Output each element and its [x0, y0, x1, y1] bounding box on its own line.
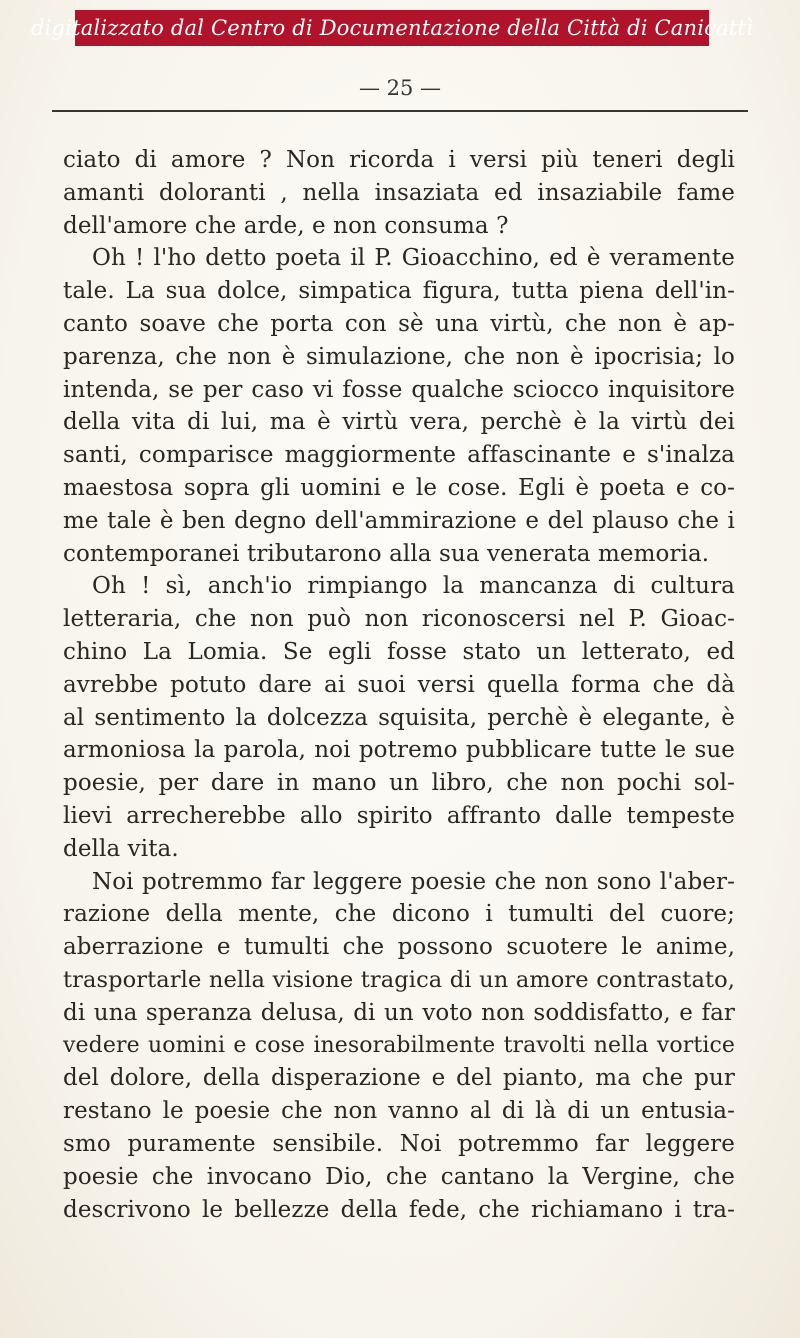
header-rule [52, 110, 748, 112]
text-line: chino La Lomia. Se egli fosse stato un letterato, ed [63, 638, 735, 665]
page-number: — 25 — [358, 76, 442, 100]
text-line: intenda, se per caso vi fosse qualche sciocco inquisitore [63, 376, 735, 403]
text-line: parenza, che non è simulazione, che non è ipocrisia; lo [63, 343, 735, 370]
text-line: Oh ! l'ho detto poeta il P. Gioacchino, ed è veramente [92, 245, 735, 272]
digitization-banner [30, 10, 754, 46]
text-line: dell'amore che arde, e non consuma ? [63, 212, 509, 239]
text-line: avrebbe potuto dare ai suoi versi quella forma che dà [63, 671, 735, 698]
text-line: del dolore, della disperazione e del pianto, ma che pur [63, 1065, 735, 1092]
text-line: letteraria, che non può non riconoscersi nel P. Gioac- [63, 606, 735, 633]
body-text [63, 144, 735, 1226]
text-line: santi, comparisce maggiormente affascinante e s'inalza [63, 442, 735, 469]
text-line: contemporanei tributarono alla sua venerata memoria. [63, 540, 710, 567]
text-line: al sentimento la dolcezza squisita, perchè è elegante, è [63, 704, 735, 731]
text-line: della vita di lui, ma è virtù vera, perchè è la virtù dei [63, 409, 735, 436]
text-line: lievi arrecherebbe allo spirito affranto dalle tempeste [63, 802, 735, 829]
text-line: me tale è ben degno dell'ammirazione e del plauso che i [63, 507, 735, 534]
text-line: vedere uomini e cose inesorabilmente travolti nella vortice [63, 1032, 735, 1058]
text-line: maestosa sopra gli uomini e le cose. Egli è poeta e co- [63, 474, 735, 501]
text-line: restano le poesie che non vanno al di là di un entusia- [63, 1098, 735, 1125]
text-line: della vita. [63, 835, 179, 862]
text-line: trasportarle nella visione tragica di un amore contrastato, [63, 966, 735, 993]
text-line: armoniosa la parola, noi potremo pubblicare tutte le sue [63, 737, 735, 764]
text-line: poesie che invocano Dio, che cantano la Vergine, che [63, 1163, 735, 1190]
text-line: ciato di amore ? Non ricorda i versi più teneri degli [63, 147, 735, 173]
text-line: aberrazione e tumulti che possono scuotere le anime, [63, 934, 735, 961]
text-line: amanti doloranti , nella insaziata ed insaziabile fame [63, 179, 735, 206]
text-line: poesie, per dare in mano un libro, che non pochi sol- [63, 770, 735, 797]
text-line: Noi potremmo far leggere poesie che non sono l'aber- [92, 868, 735, 895]
text-line: canto soave che porta con sè una virtù, che non è ap- [63, 310, 735, 337]
text-line: Oh ! sì, anch'io rimpiango la mancanza di cultura [92, 573, 735, 600]
banner-text: digitalizzato dal Centro di Documentazione della Città di Canicattì [30, 16, 754, 40]
text-line: di una speranza delusa, di un voto non soddisfatto, e far [63, 999, 735, 1026]
text-line: razione della mente, che dicono i tumulti del cuore; [63, 901, 735, 928]
text-line: descrivono le bellezze della fede, che richiamano i tra- [63, 1196, 735, 1223]
text-line: tale. La sua dolce, simpatica figura, tutta piena dell'in- [63, 278, 735, 305]
text-line: smo puramente sensibile. Noi potremmo far leggere [63, 1130, 735, 1157]
